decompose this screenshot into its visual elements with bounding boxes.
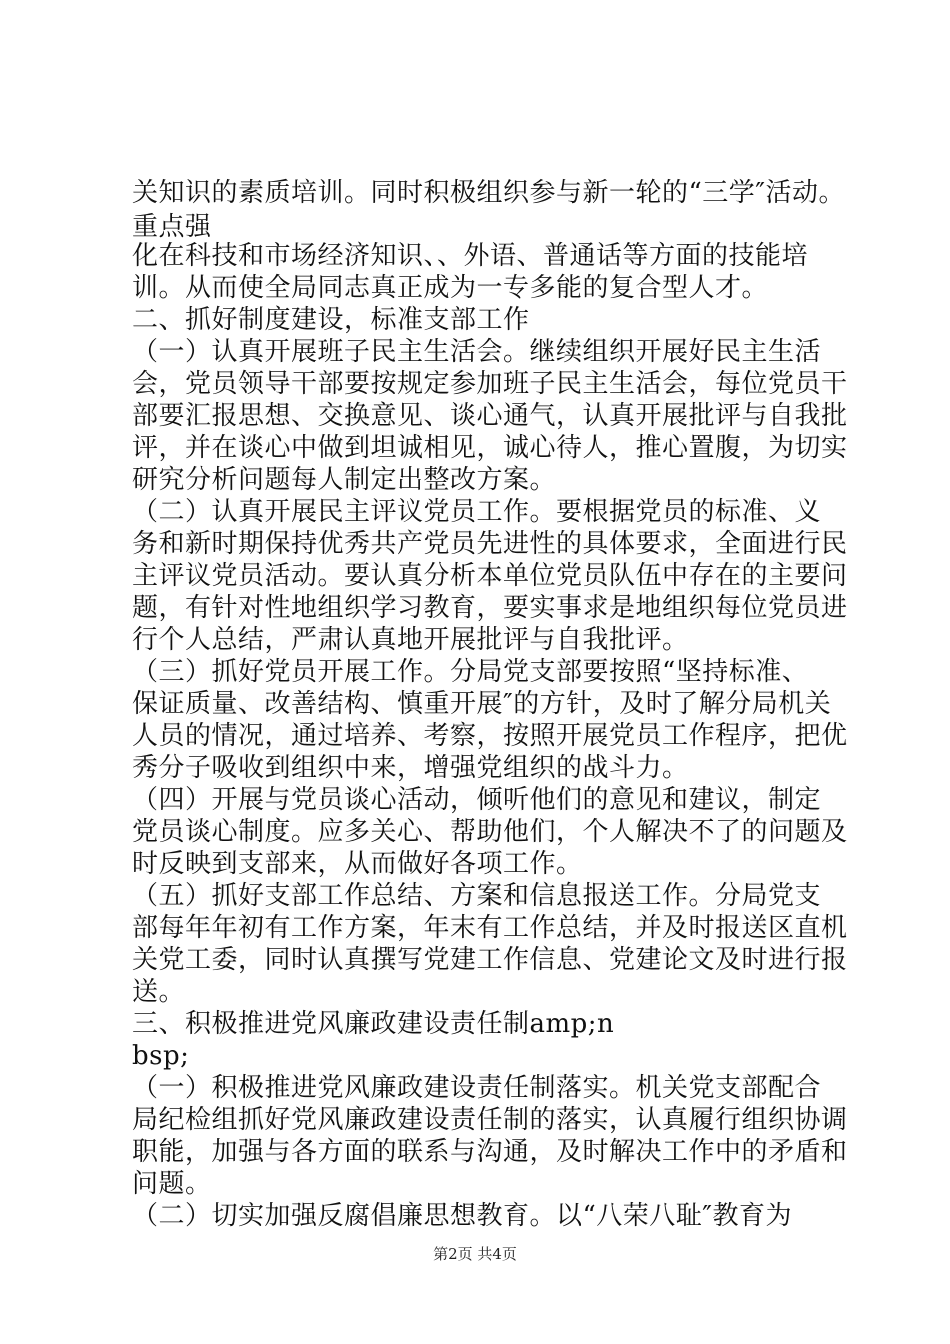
text-line: 关党工委，同时认真撰写党建工作信息、党建论文及时进行报: [132, 945, 848, 975]
text-line: 评，并在谈心中做到坦诚相见，诚心待人，推心置腹，为切实: [132, 433, 848, 463]
text-line: （四）开展与党员谈心活动，倾听他们的意见和建议，制定: [132, 785, 822, 815]
text-line: （三）抓好党员开展工作。分局党支部要按照“坚持标准、: [132, 657, 809, 687]
text-line: 部要汇报思想、交换意见、谈心通气，认真开展批评与自我批: [132, 401, 848, 431]
text-line: 关知识的素质培训。同时积极组织参与新一轮的“三学″活动。: [132, 178, 846, 208]
text-line: （五）抓好支部工作总结、方案和信息报送工作。分局党支: [132, 881, 822, 911]
text-line: 训。从而使全局同志真正成为一专多能的复合型人才。: [132, 273, 769, 303]
text-line: 保证质量、改善结构、慎重开展″的方针，及时了解分局机关: [132, 689, 832, 719]
text-line: 行个人总结，严肃认真地开展批评与自我批评。: [132, 625, 689, 655]
text-line: 研究分析问题每人制定出整改方案。: [132, 465, 557, 495]
text-line: （一）认真开展班子民主生活会。继续组织开展好民主生活: [132, 337, 822, 367]
text-line: 党员谈心制度。应多关心、帮助他们，个人解决不了的问题及: [132, 817, 848, 847]
text-line: 局纪检组抓好党风廉政建设责任制的落实，认真履行组织协调: [132, 1105, 848, 1135]
text-line: 送。: [132, 977, 186, 1007]
text-line: （一）积极推进党风廉政建设责任制落实。机关党支部配合: [132, 1073, 822, 1103]
text-line: （二）认真开展民主评议党员工作。要根据党员的标准、义: [132, 497, 822, 527]
text-line: 务和新时期保持优秀共产党员先进性的具体要求，全面进行民: [132, 529, 848, 559]
text-line: 主评议党员活动。要认真分析本单位党员队伍中存在的主要问: [132, 561, 848, 591]
text-line: 部每年年初有工作方案，年末有工作总结，并及时报送区直机: [132, 913, 848, 943]
text-line: 问题。: [132, 1169, 212, 1199]
text-line: 职能，加强与各方面的联系与沟通，及时解决工作中的矛盾和: [132, 1137, 848, 1167]
text-line: 人员的情况，通过培养、考察，按照开展党员工作程序，把优: [132, 721, 848, 751]
text-line: （二）切实加强反腐倡廉思想教育。以“八荣八耻″教育为: [132, 1201, 793, 1231]
text-line: 会，党员领导干部要按规定参加班子民主生活会，每位党员干: [132, 369, 848, 399]
text-line: bsp;: [132, 1041, 190, 1071]
page-footer: 第2页 共4页: [433, 1245, 517, 1263]
text-line: 重点强: [132, 212, 212, 242]
text-line: 时反映到支部来，从而做好各项工作。: [132, 849, 583, 879]
text-line: 三、积极推进党风廉政建设责任制amp;n: [132, 1009, 615, 1039]
text-line: 秀分子吸收到组织中来，增强党组织的战斗力。: [132, 753, 689, 783]
text-line: 二、抓好制度建设，标准支部工作: [132, 305, 530, 335]
text-line: 化在科技和市场经济知识、、外语、普通话等方面的技能培: [132, 241, 809, 271]
text-line: 题，有针对性地组织学习教育，要实事求是地组织每位党员进: [132, 593, 848, 623]
